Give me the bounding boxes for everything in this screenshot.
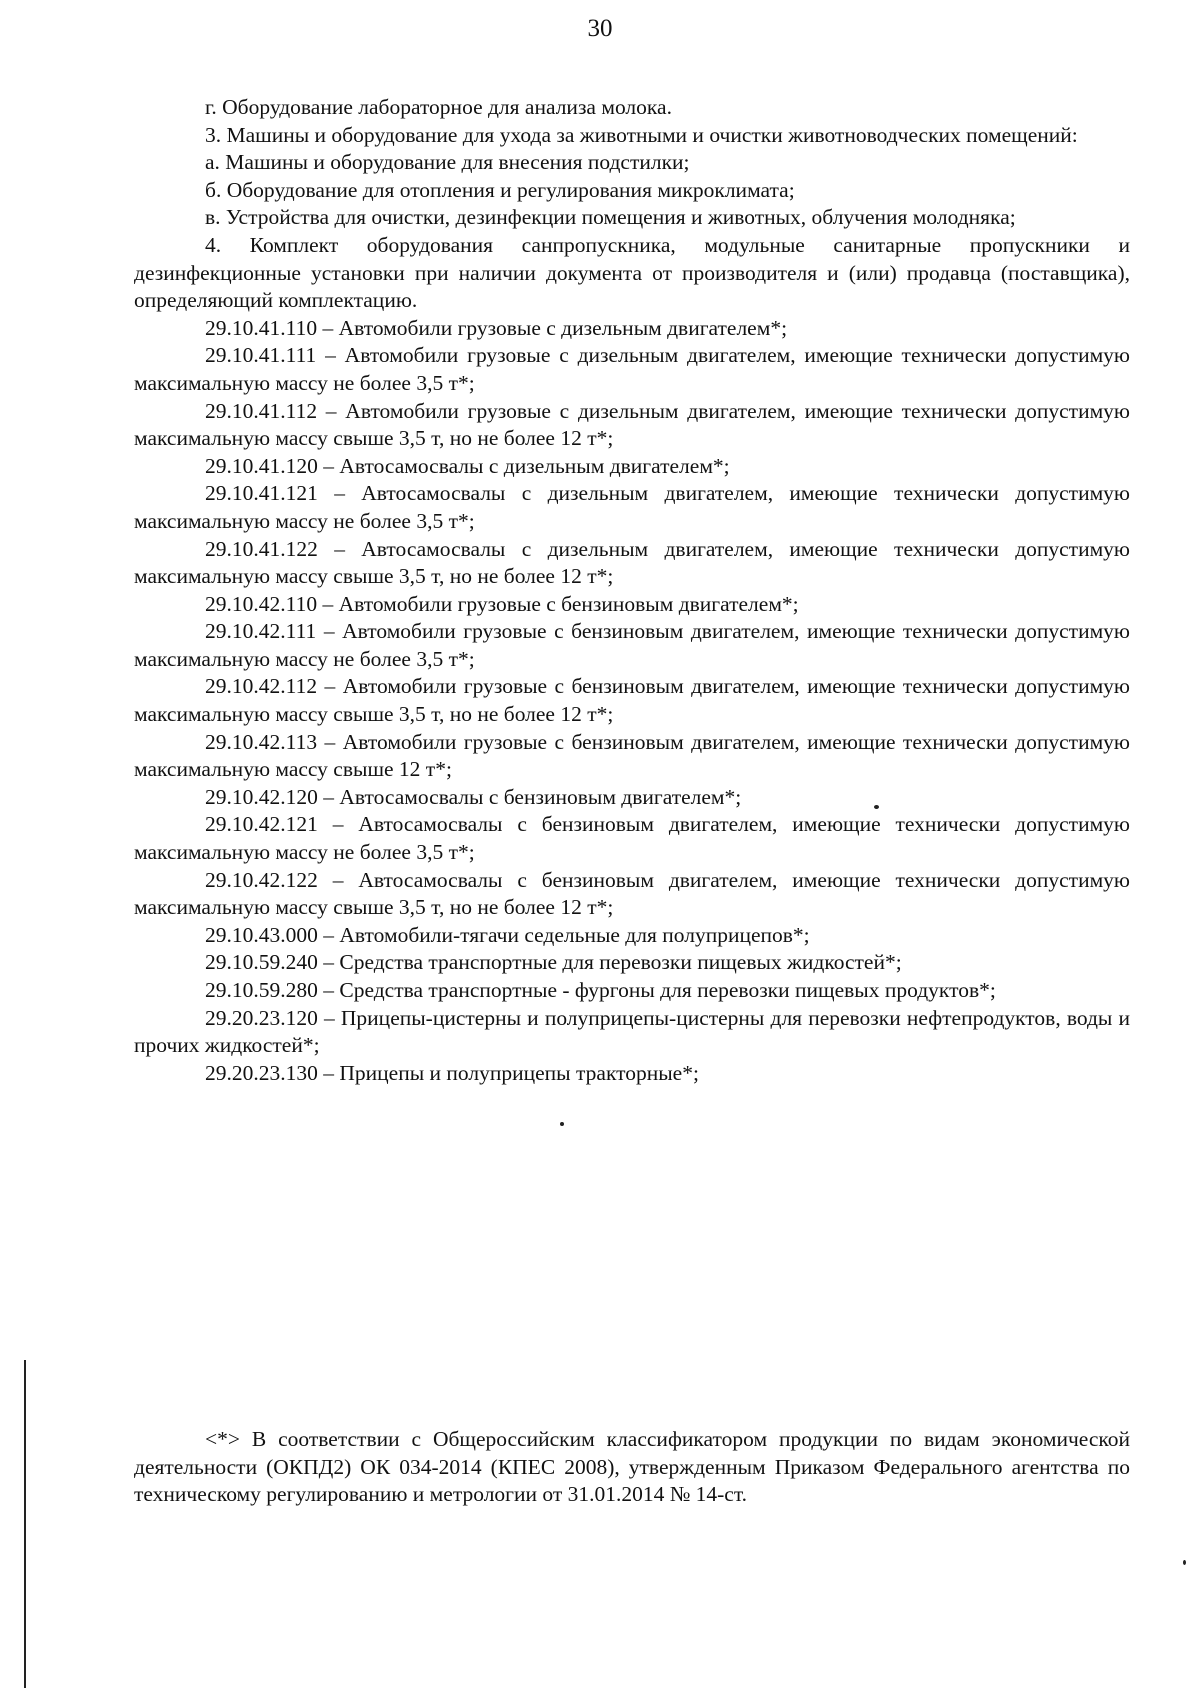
- list-item: 29.10.59.240 – Средства транспортные для перевозки пищевых жидкостей*;: [205, 950, 902, 975]
- footnote-text: <*> В соответствии с Общероссийским классификатором продукции по видам экономической деятельности (ОКПД2) ОК 034-2014 (КПЕС 2008), утвержденным Приказом Федерального агентства по техническому регулированию и метрологии от 31.01.2014 № 14-ст.: [134, 1427, 1130, 1507]
- paragraph: г. Оборудование лабораторное для анализа молока.: [205, 95, 672, 119]
- list-item: 29.10.41.120 – Автосамосвалы с дизельным двигателем*;: [205, 453, 730, 478]
- scan-edge-mark: [24, 1360, 26, 1688]
- list-item: 29.10.42.110 – Автомобили грузовые с бензиновым двигателем*;: [205, 591, 799, 616]
- list-item: 29.10.42.122 – Автосамосвалы с бензиновым двигателем, имеющие технически допустимую максимальную массу свыше 3,5 т, но не более 12 т*;: [134, 867, 1130, 920]
- list-item: 29.10.41.112 – Автомобили грузовые с дизельным двигателем, имеющие технически допустимую максимальную массу свыше 3,5 т, но не более 12 т*;: [134, 398, 1130, 451]
- list-item: 29.10.42.121 – Автосамосвалы с бензиновым двигателем, имеющие технически допустимую максимальную массу не более 3,5 т*;: [134, 812, 1130, 865]
- list-item: 29.20.23.120 – Прицепы-цистерны и полуприцепы-цистерны для перевозки нефтепродуктов, воды и прочих жидкостей*;: [134, 1005, 1130, 1058]
- list-item: 29.20.23.130 – Прицепы и полуприцепы тракторные*;: [205, 1060, 699, 1085]
- paragraph: б. Оборудование для отопления и регулирования микроклимата;: [205, 177, 795, 202]
- scan-speck: [560, 1122, 564, 1126]
- document-body: [134, 94, 1130, 1087]
- list-item: 29.10.42.113 – Автомобили грузовые с бензиновым двигателем, имеющие технически допустимую максимальную массу свыше 12 т*;: [134, 729, 1130, 782]
- list-item: 29.10.41.110 – Автомобили грузовые с дизельным двигателем*;: [205, 315, 788, 340]
- scan-speck: [1183, 1560, 1186, 1565]
- list-item: 29.10.41.111 – Автомобили грузовые с дизельным двигателем, имеющие технически допустимую максимальную массу не более 3,5 т*;: [134, 343, 1130, 395]
- page-number: 30: [587, 15, 613, 42]
- list-item: 29.10.59.280 – Средства транспортные - фургоны для перевозки пищевых продуктов*;: [205, 978, 996, 1002]
- footnote: [134, 1426, 1130, 1509]
- list-item: 29.10.42.111 – Автомобили грузовые с бензиновым двигателем, имеющие технически допустимую максимальную массу не более 3,5 т*;: [134, 619, 1130, 671]
- list-item: 29.10.43.000 – Автомобили-тягачи седельные для полуприцепов*;: [205, 922, 810, 947]
- list-item: 29.10.41.122 – Автосамосвалы с дизельным двигателем, имеющие технически допустимую максимальную массу свыше 3,5 т, но не более 12 т*;: [134, 536, 1130, 589]
- paragraph: а. Машины и оборудование для внесения подстилки;: [205, 150, 690, 175]
- paragraph: 3. Машины и оборудование для ухода за животными и очистки животноводческих помещений:: [205, 122, 1078, 147]
- list-item: 29.10.42.120 – Автосамосвалы с бензиновым двигателем*;: [205, 784, 742, 809]
- paragraph: 4. Комплект оборудования санпропускника, модульные санитарные пропускники и дезинфекционные установки при наличии документа от производителя и (или) продавца (поставщика), определяющий комплектацию.: [134, 232, 1130, 313]
- paragraph: в. Устройства для очистки, дезинфекции помещения и животных, облучения молодняка;: [205, 205, 1016, 230]
- scan-speck: [874, 805, 879, 809]
- list-item: 29.10.41.121 – Автосамосвалы с дизельным двигателем, имеющие технически допустимую максимальную массу не более 3,5 т*;: [134, 481, 1130, 533]
- list-item: 29.10.42.112 – Автомобили грузовые с бензиновым двигателем, имеющие технически допустимую максимальную массу свыше 3,5 т, но не более 12 т*;: [134, 674, 1130, 727]
